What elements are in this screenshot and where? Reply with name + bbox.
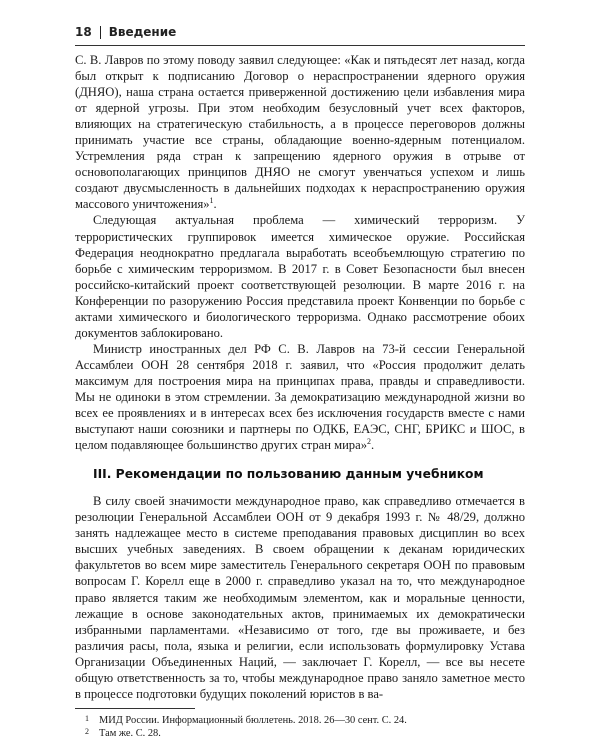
book-page (75, 22, 525, 739)
footnote-ref[interactable]: 1 (209, 196, 214, 206)
footnote-text: Там же. С. 28. (99, 728, 161, 739)
paragraph-recommendations: В силу своей значимости международное право, как справедливо отмечается в резолюции Генеральной Ассамблеи ООН от 9 декабря 1993 г. № 48/29, должно занять надлежащее место в системе преподавания правовых дисциплин во всех высших учебных заведениях. В своем обращении к деканам юридических факультетов во всем мире заместитель Генерального секретаря ООН по правовым вопросам Г. Корелл еще в 2000 г. справедливо указал на то, что международное право является таким же необходимым элементом, как и моральные ценности, лежащие в основе законодательных актов, принимаемых их демократически избранными парламентами. «Независимо от того, где вы проживаете, и без различия расы, пола, языка и религии, если использовать формулировку Устава Организации Объединенных Наций, — заключает Г. Корелл, — все вы несете общую ответственность за то, чтобы международное право заняло заметное место в процессе подготовки будущих поколений юристов в ва- (75, 494, 525, 701)
running-header (75, 22, 525, 46)
paragraph-lavrov-quote: С. В. Лавров по этому поводу заявил следующее: «Как и пятьдесят лет назад, когда был открыт к подписанию Договор о нераспространении ядерного оружия (ДНЯО), наша страна остается приверженной достижению цели избавления мира от ядерной угрозы. При этом необходим безусловный учет всех факторов, влияющих на стратегическую стабильность, а в процессе переговоров должны принимать участие все страны, обладающие военно-ядерным потенциалом. Устремления ряда стран к запрещению ядерного оружия в отрыве от основополагающих принципов ДНЯО не смогут увенчаться успехом и лишь создают двусмысленность в дальнейших подходах к нераспространению оружия массового уничтожения»$^1$. (75, 53, 525, 212)
page-number: 18 (75, 25, 92, 39)
footnote-mark: 2 (85, 727, 89, 736)
footnote-item (75, 714, 525, 727)
footnote-ref[interactable]: 2 (367, 437, 371, 447)
paragraph-minister-statement: Министр иностранных дел РФ С. В. Лавров на 73-й сессии Генеральной Ассамблеи ООН 28 сентября 2018 г. заявил, что «Россия продолжит делать максимум для построения мира на принципах права, правды и справедливости. Мы не одиноки в этом стремлении. За демократизацию международной жизни во всех ее проявлениях и в интересах всех без исключения государств вместе с нами выступают наши союзники и партнеры по ОДКБ, ЕАЭС, СНГ, БРИКС и ШОС, в целом подавляющее большинство других стран мира»$^2$. (75, 341, 525, 453)
header-divider (100, 26, 101, 39)
paragraph-chemical-terrorism: Следующая актуальная проблема — химический терроризм. У террористических группировок имеется химическое оружие. Российская Федерация неоднократно предлагала выработать всеобъемлющую стратегию по борьбе с химическим терроризмом. В 2017 г. в Совет Безопасности был внесен российско-китайский проект соответствующей резолюции. В марте 2016 г. на Конференции по разоружению Россия представила проект Конвенции по борьбе с актами химического и биологического терроризма. Однако рассмотрение обоих документов заблокировано. (75, 213, 525, 340)
section-heading: III. Рекомендации по пользованию данным учебником (93, 467, 484, 482)
footnote-item (75, 727, 525, 740)
body-text (75, 52, 525, 702)
running-section-title: Введение (108, 25, 177, 39)
footnotes (75, 708, 525, 740)
footnote-separator (75, 708, 195, 709)
footnote-text: МИД России. Информационный бюллетень. 2018. 26—30 сент. С. 24. (99, 715, 407, 726)
footnote-mark: 1 (85, 714, 89, 723)
